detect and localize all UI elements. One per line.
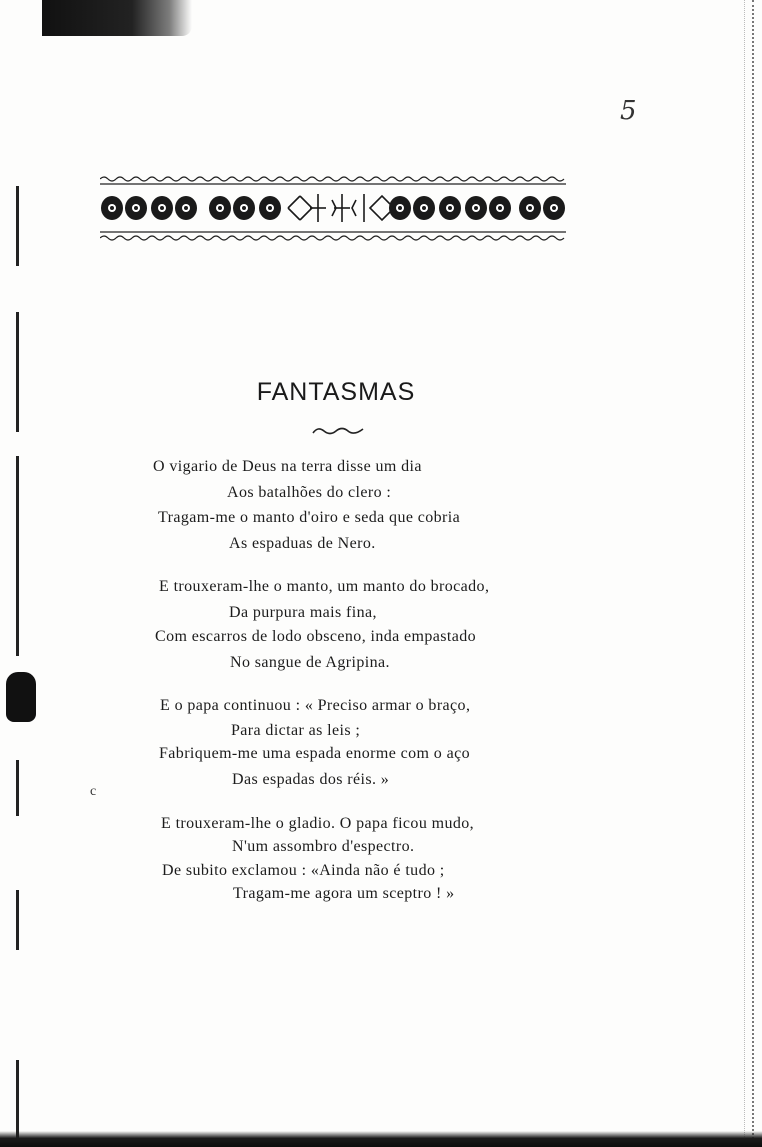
- poem-line: E o papa continuou : « Preciso armar o braço,: [160, 697, 471, 714]
- poem-line: Para dictar as leis ;: [231, 722, 361, 739]
- poem-line: Com escarros de lodo obsceno, inda empastado: [155, 628, 477, 645]
- poem-line: Tragam-me agora um sceptro ! »: [233, 885, 455, 902]
- poem-line: Fabriquem-me uma espada enorme com o aço: [159, 745, 470, 762]
- poem-line: E trouxeram-lhe o manto, um manto do brocado,: [159, 578, 490, 595]
- poem-line: O vigario de Deus na terra disse um dia: [153, 458, 422, 475]
- poem-title: FANTASMAS: [256, 378, 416, 406]
- poem-line: E trouxeram-lhe o gladio. O papa ficou mudo,: [161, 815, 475, 832]
- poem-line: As espaduas de Nero.: [229, 535, 376, 552]
- page-number: 5: [620, 96, 639, 126]
- poem-line: Da purpura mais fina,: [229, 604, 377, 621]
- poem-line: Das espadas dos réis. »: [232, 771, 390, 788]
- poem-line: Aos batalhões do clero :: [227, 484, 392, 501]
- stray-margin-mark: c: [90, 784, 97, 799]
- poem-line: No sangue de Agripina.: [230, 654, 390, 671]
- poem-line: Tragam-me o manto d'oiro e seda que cobria: [158, 509, 461, 526]
- poem-line: N'um assombro d'espectro.: [232, 838, 415, 855]
- poem-line: De subito exclamou : «Ainda não é tudo ;: [162, 862, 445, 879]
